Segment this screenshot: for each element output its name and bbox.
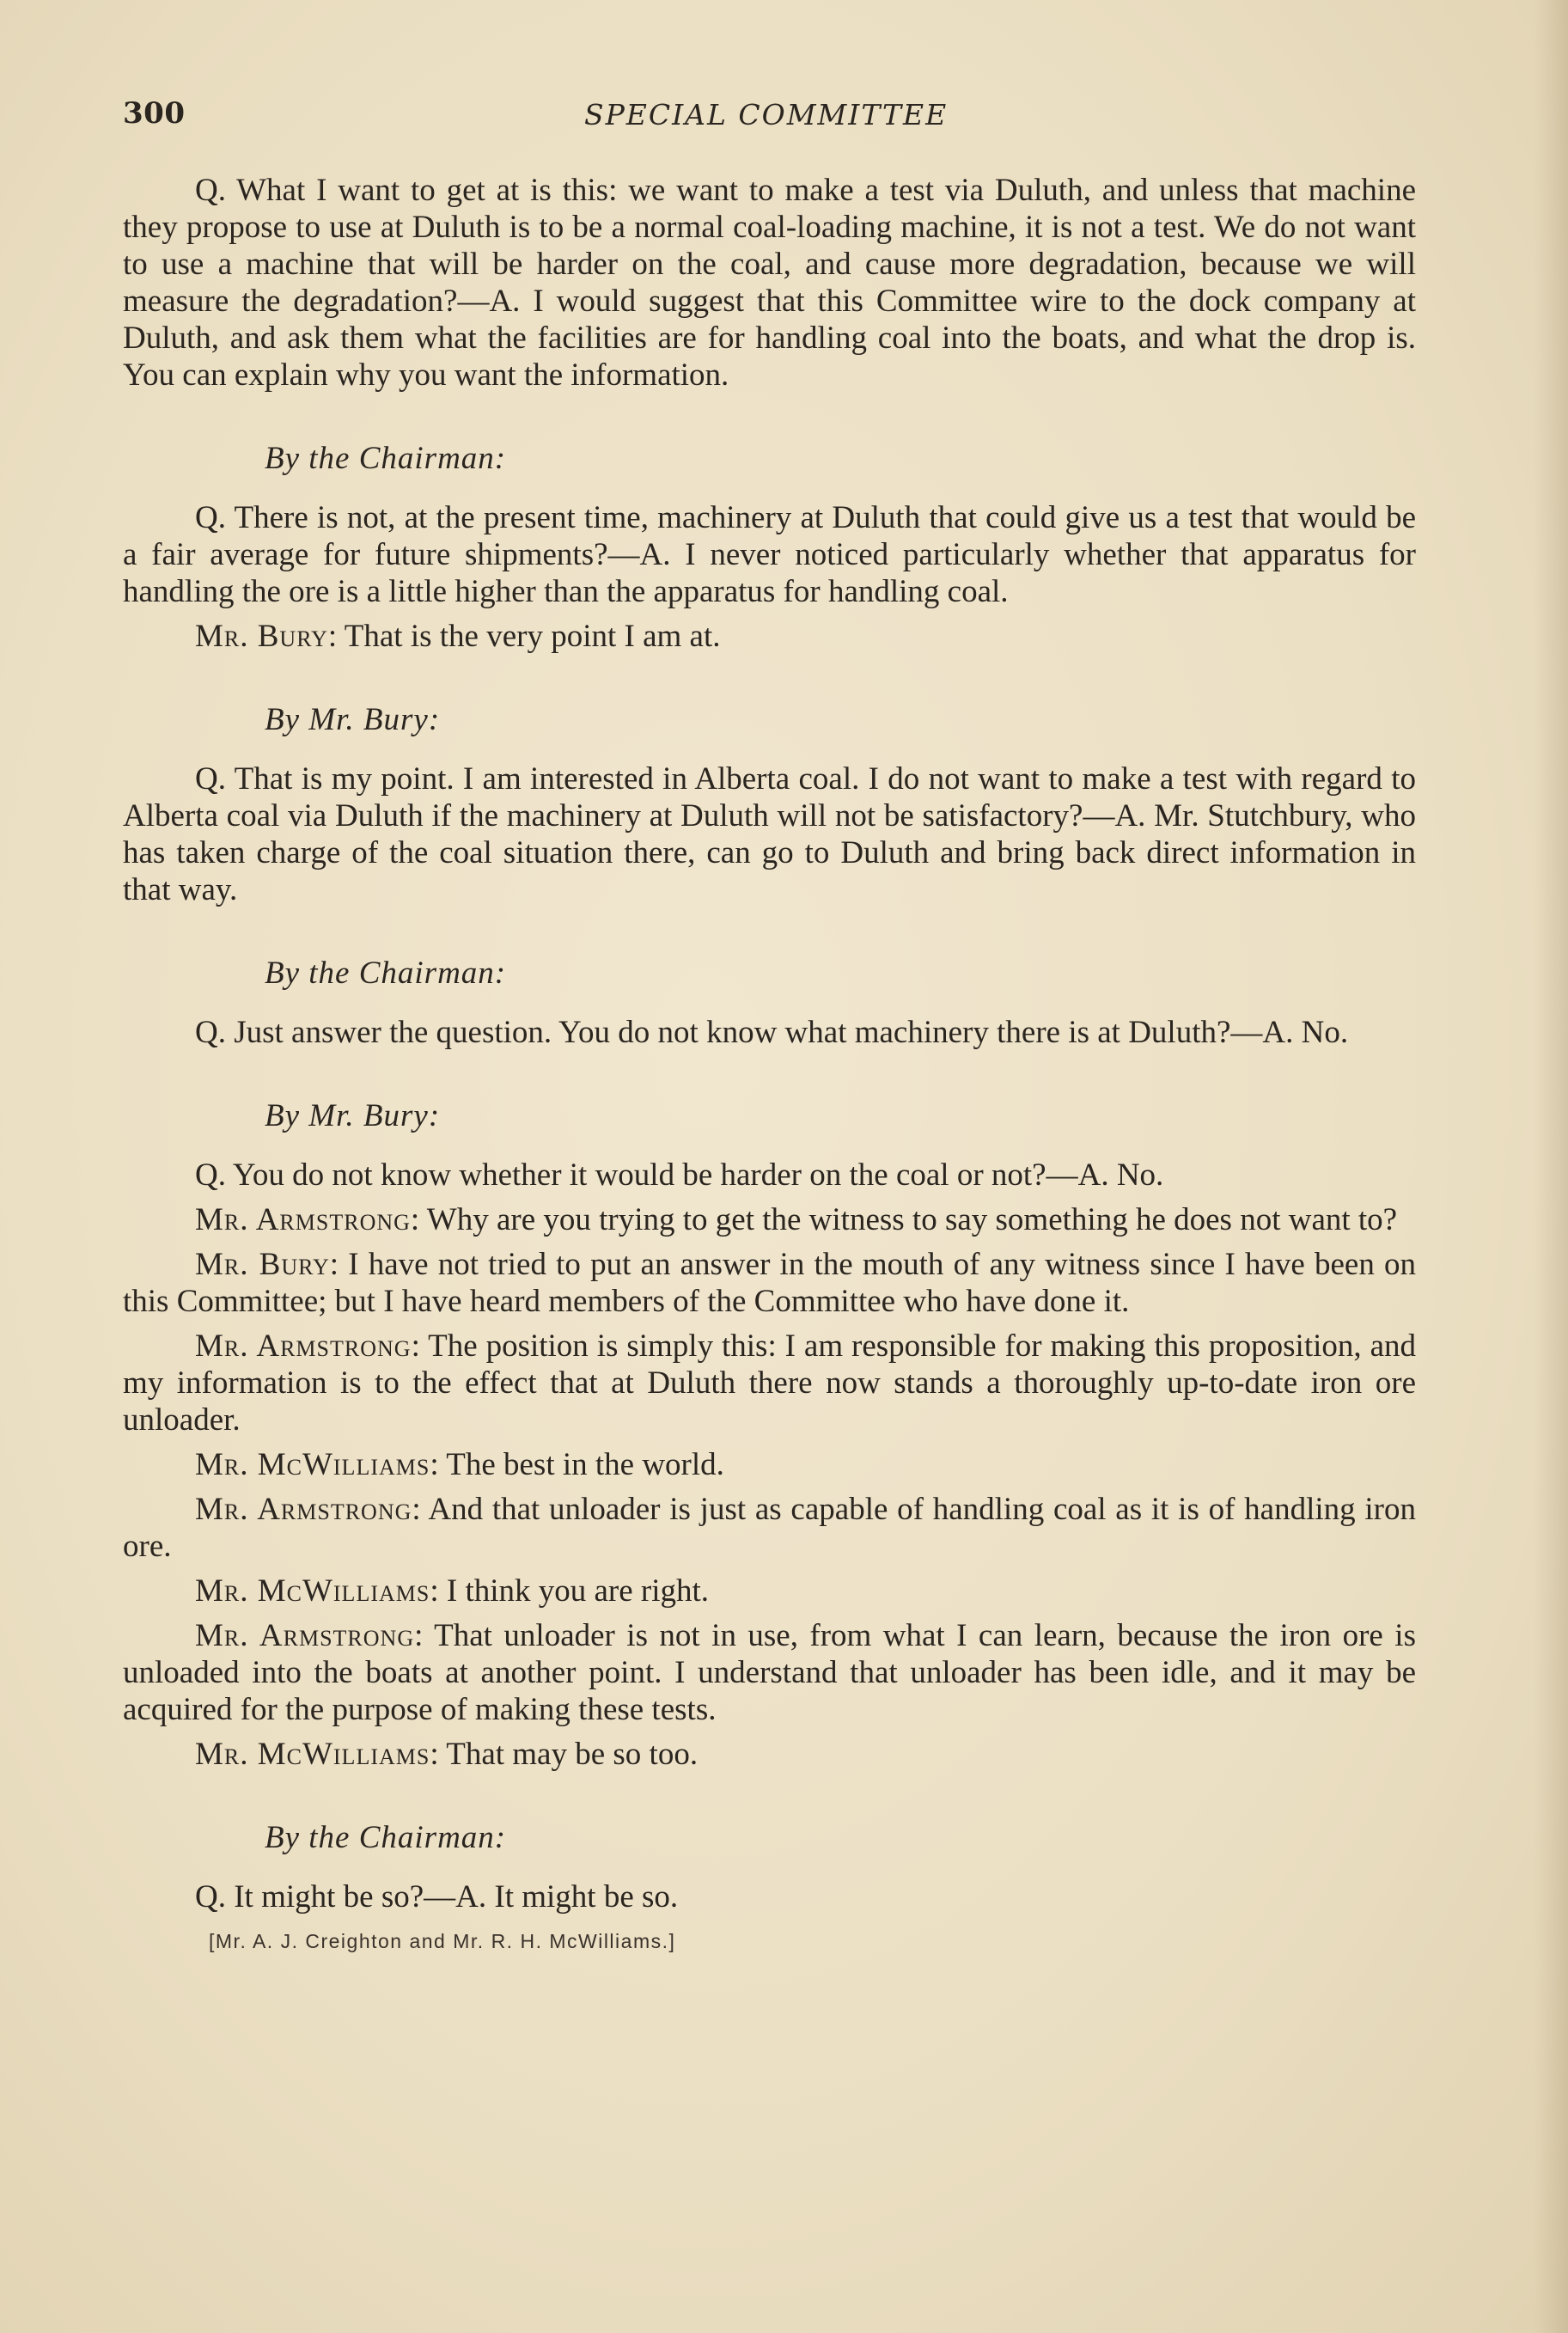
speech-text: The position is simply this: I am responsible for making this proposition, and my information is to the effect that at Duluth there now stands a thoroughly up-to-date iron ore unloader.	[123, 1328, 1416, 1438]
speaker-name: Mr. Armstrong	[195, 1618, 415, 1653]
speech-paragraph: Mr. Armstrong: That unloader is not in use, from what I can learn, because the iron ore is unloaded into the boats at another point. I understand that unloader has been idle, and it may be acquired for the purpose of making these tests.	[123, 1618, 1416, 1727]
speech-paragraph: Mr. Armstrong: The position is simply this: I am responsible for making this proposition, and my information is to the effect that at Duluth there now stands a thoroughly up-to-date iron ore unloader.	[123, 1328, 1416, 1438]
speech-text: I think you are right.	[446, 1573, 710, 1609]
speech-paragraph: Mr. Bury: I have not tried to put an answer in the mouth of any witness since I have been on this Committee; but I have heard members of the Committee who have done it.	[123, 1247, 1416, 1319]
speech-text: That may be so too.	[446, 1737, 699, 1772]
paragraph: Q. There is not, at the present time, machinery at Duluth that could give us a test that would be a fair average for future shipments?—A. I never noticed particularly whether that apparatus for handling the ore is a little higher than the apparatus for handling coal.	[123, 500, 1416, 609]
speech-paragraph: Mr. Bury: That is the very point I am at.	[195, 619, 721, 654]
section-heading: By Mr. Bury:	[265, 702, 441, 737]
speaker-name: Mr. Bury	[195, 619, 328, 654]
speech-paragraph: Mr. Armstrong: And that unloader is just as capable of handling coal as it is of handling iron ore.	[123, 1492, 1416, 1564]
speaker-name: Mr. Armstrong	[195, 1492, 412, 1527]
speaker-name: Mr. Armstrong	[195, 1328, 412, 1364]
speaker-name: Mr. Armstrong	[195, 1202, 411, 1237]
page-number: 300	[123, 96, 186, 131]
paragraph: Q. You do not know whether it would be harder on the coal or not?—A. No.	[195, 1157, 1164, 1193]
speaker-name: Mr. McWilliams	[195, 1573, 430, 1609]
section-heading: By Mr. Bury:	[265, 1098, 441, 1133]
footer-witness-note: [Mr. A. J. Creighton and Mr. R. H. McWilliams.]	[209, 1930, 676, 1952]
paragraph: Q. What I want to get at is this: we want to make a test via Duluth, and unless that machine they propose to use at Duluth is to be a normal coal-loading machine, it is not a test. We do not want to use a machine that will be harder on the coal, and cause more degradation, because we will measure the degradation?—A. I would suggest that this Committee wire to the dock company at Duluth, and ask them what the facilities are for handling coal into the boats, and what the drop is. You can explain why you want the information.	[123, 173, 1416, 393]
page-body	[123, 172, 1416, 1960]
paragraph: Q. That is my point. I am interested in Alberta coal. I do not want to make a test with regard to Alberta coal via Duluth if the machinery at Duluth will not be satisfactory?—A. Mr. Stutchbury, who has taken charge of the coal situation there, can go to Duluth and bring back direct information in that way.	[123, 761, 1416, 907]
speech-paragraph: Mr. McWilliams: The best in the world.	[195, 1447, 724, 1482]
speech-text: That unloader is not in use, from what I can learn, because the iron ore is unloaded into the boats at another point. I understand that unloader has been idle, and it may be acquired for the purpose of making these tests.	[123, 1618, 1416, 1727]
page-edge-shadow	[1534, 0, 1568, 2333]
paragraph: Q. It might be so?—A. It might be so.	[195, 1879, 679, 1915]
running-header-title: SPECIAL COMMITTEE	[584, 98, 949, 131]
speech-text: The best in the world.	[446, 1447, 724, 1482]
speaker-name: Mr. McWilliams	[195, 1447, 430, 1482]
speaker-name: Mr. Bury	[195, 1247, 330, 1282]
speech-paragraph: Mr. McWilliams: That may be so too.	[195, 1737, 699, 1772]
section-heading: By the Chairman:	[265, 1820, 507, 1855]
speech-paragraph: Mr. Armstrong: Why are you trying to get the witness to say something he does not want to?	[195, 1202, 1398, 1237]
section-heading: By the Chairman:	[265, 956, 507, 991]
speech-text: That is the very point I am at.	[344, 619, 721, 654]
speech-paragraph: Mr. McWilliams: I think you are right.	[195, 1573, 710, 1609]
speech-text: Why are you trying to get the witness to say something he does not want to?	[426, 1202, 1398, 1237]
speech-text: And that unloader is just as capable of handling coal as it is of handling iron ore.	[123, 1492, 1416, 1564]
paragraph: Q. Just answer the question. You do not know what machinery there is at Duluth?—A. No.	[195, 1015, 1349, 1050]
section-heading: By the Chairman:	[265, 441, 507, 476]
speaker-name: Mr. McWilliams	[195, 1737, 430, 1772]
speech-text: I have not tried to put an answer in the mouth of any witness since I have been on this Committee; but I have heard members of the Committee who have done it.	[123, 1247, 1416, 1319]
